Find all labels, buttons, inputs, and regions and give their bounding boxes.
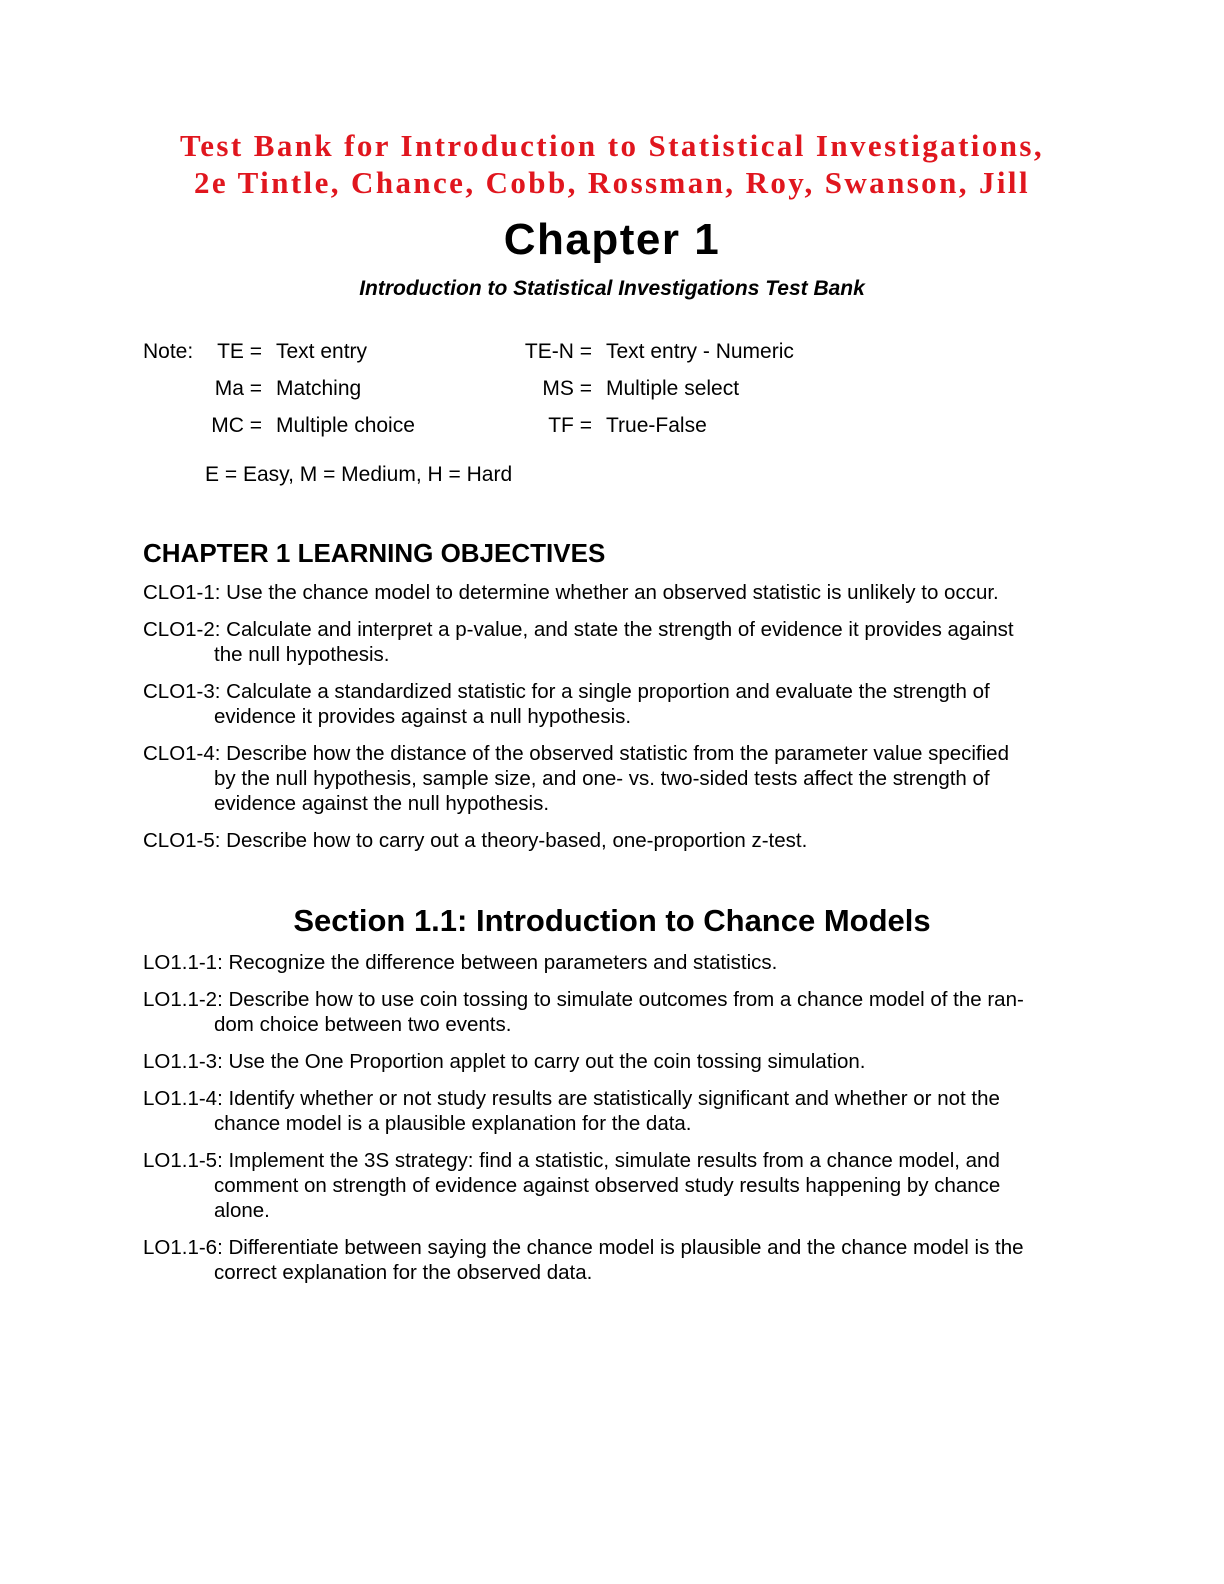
objective-item xyxy=(143,679,1088,729)
objective-text: LO1.1-6: Differentiate between saying the chance model is plausible and the chance model is the xyxy=(143,1236,1024,1259)
legend-code: MS = xyxy=(542,377,592,400)
objective-item xyxy=(143,987,1088,1037)
objective-text: LO1.1-4: Identify whether or not study results are statistically significant and whether or not the xyxy=(143,1087,1000,1110)
legend-code: TE = xyxy=(217,340,262,363)
title-line-2: 2e Tintle, Chance, Cobb, Rossman, Roy, Swanson, Jill xyxy=(194,165,1030,200)
difficulty-legend: E = Easy, M = Medium, H = Hard xyxy=(205,463,513,486)
chapter-subtitle: Introduction to Statistical Investigations Test Bank xyxy=(359,277,865,300)
legend-desc: Text entry - Numeric xyxy=(606,340,794,363)
objective-continuation: comment on strength of evidence against observed study results happening by chance xyxy=(214,1174,1001,1197)
objective-continuation: by the null hypothesis, sample size, and one- vs. two-sided tests affect the strength of xyxy=(214,767,990,790)
legend-desc: True-False xyxy=(606,414,707,437)
note-label: Note: xyxy=(143,340,194,363)
objective-text: LO1.1-5: Implement the 3S strategy: find a statistic, simulate results from a chance model, and xyxy=(143,1149,1000,1172)
objective-item xyxy=(143,1235,1088,1285)
objective-text: LO1.1-1: Recognize the difference between parameters and statistics. xyxy=(143,951,778,974)
section-heading: Section 1.1: Introduction to Chance Models xyxy=(293,903,931,938)
legend-code: MC = xyxy=(211,414,262,437)
title-line-1: Test Bank for Introduction to Statistical Investigations, xyxy=(180,128,1044,163)
legend-desc: Multiple choice xyxy=(276,414,415,437)
objective-continuation: evidence against the null hypothesis. xyxy=(214,792,550,815)
objective-continuation: chance model is a plausible explanation for the data. xyxy=(214,1112,692,1135)
objective-text: LO1.1-2: Describe how to use coin tossing to simulate outcomes from a chance model of the ran- xyxy=(143,988,1024,1011)
objective-text: CLO1-5: Describe how to carry out a theory-based, one-proportion z-test. xyxy=(143,829,808,852)
objective-item xyxy=(143,1148,1088,1223)
legend-code: TE-N = xyxy=(524,340,592,363)
objective-item xyxy=(143,741,1088,816)
objective-item xyxy=(143,828,1088,853)
legend-code: TF = xyxy=(548,414,592,437)
objective-continuation: evidence it provides against a null hypothesis. xyxy=(214,705,632,728)
objective-text: CLO1-2: Calculate and interpret a p-value, and state the strength of evidence it provides against xyxy=(143,618,1014,641)
objective-text: CLO1-3: Calculate a standardized statistic for a single proportion and evaluate the strength of xyxy=(143,680,990,703)
legend-desc: Matching xyxy=(276,377,362,400)
learning-objectives-heading: CHAPTER 1 LEARNING OBJECTIVES xyxy=(143,538,606,568)
objective-continuation: dom choice between two events. xyxy=(214,1013,512,1036)
objective-continuation: correct explanation for the observed data. xyxy=(214,1261,593,1284)
chapter-title: Chapter 1 xyxy=(503,215,721,264)
objective-item xyxy=(143,580,1088,605)
objective-item xyxy=(143,950,1088,975)
objective-continuation: the null hypothesis. xyxy=(214,643,390,666)
objective-text: LO1.1-3: Use the One Proportion applet to carry out the coin tossing simulation. xyxy=(143,1050,866,1073)
objective-text: CLO1-4: Describe how the distance of the observed statistic from the parameter value specified xyxy=(143,742,1009,765)
objective-item xyxy=(143,1049,1088,1074)
objective-continuation: alone. xyxy=(214,1199,270,1222)
legend-desc: Text entry xyxy=(276,340,368,363)
legend-desc: Multiple select xyxy=(606,377,740,400)
legend-code: Ma = xyxy=(214,377,262,400)
objective-item xyxy=(143,617,1088,667)
objective-text: CLO1-1: Use the chance model to determine whether an observed statistic is unlikely to occur. xyxy=(143,581,999,604)
objective-item xyxy=(143,1086,1088,1136)
